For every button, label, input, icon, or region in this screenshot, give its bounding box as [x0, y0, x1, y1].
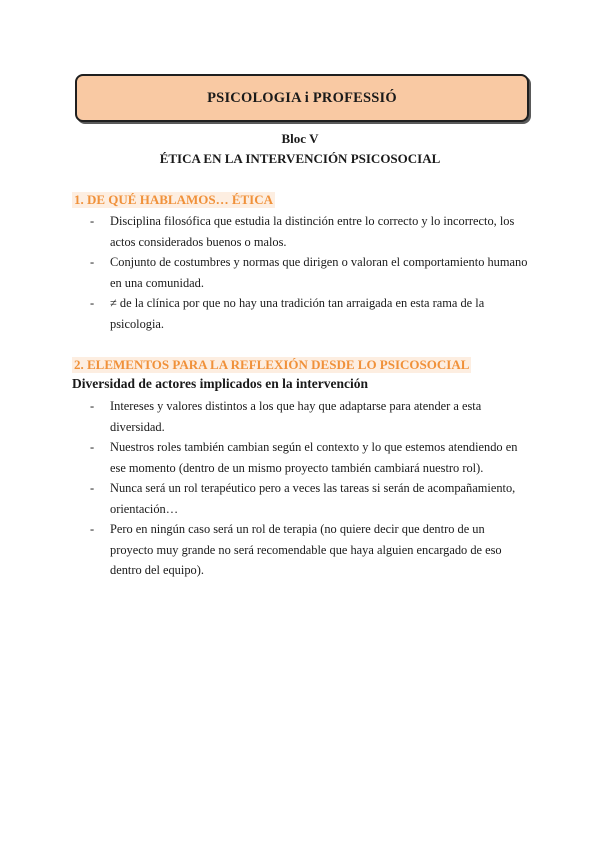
bloc-subtitle: ÉTICA EN LA INTERVENCIÓN PSICOSOCIAL [159, 151, 441, 166]
list-item: - Disciplina filosófica que estudia la distinción entre lo correcto y lo incorrecto, los actos considerados buenos o malos. [90, 211, 530, 252]
section-2-list [90, 396, 530, 581]
section-2-subheading: Diversidad de actores implicados en la intervención [72, 376, 368, 391]
document-title-box [75, 74, 529, 122]
list-item: - Pero en ningún caso será un rol de terapia (no quiere decir que dentro de un proyecto muy grande no será recomendable que haya alguien encargado de eso dentro del equipo). [90, 519, 530, 581]
list-item: - Nuestros roles también cambian según el contexto y lo que estemos atendiendo en ese momento (dentro de un mismo proyecto también cambiará nuestro rol). [90, 437, 530, 478]
list-item: - Intereses y valores distintos a los que hay que adaptarse para atender a esta diversidad. [90, 396, 530, 437]
document-title: PSICOLOGIA i PROFESSIÓ [207, 89, 397, 106]
bloc-label: Bloc V [281, 131, 319, 146]
section-1-list [90, 211, 530, 334]
section-2-heading: 2. ELEMENTOS PARA LA REFLEXIÓN DESDE LO PSICOSOCIAL [74, 357, 470, 372]
list-item: - Conjunto de costumbres y normas que dirigen o valoran el comportamiento humano en una comunidad. [90, 252, 530, 293]
section-1-heading: 1. DE QUÉ HABLAMOS… ÉTICA [74, 192, 273, 207]
list-item: - Nunca será un rol terapéutico pero a veces las tareas si serán de acompañamiento, orientación… [90, 478, 530, 519]
list-item: - ≠ de la clínica por que no hay una tradición tan arraigada en esta rama de la psicologia. [90, 293, 530, 334]
